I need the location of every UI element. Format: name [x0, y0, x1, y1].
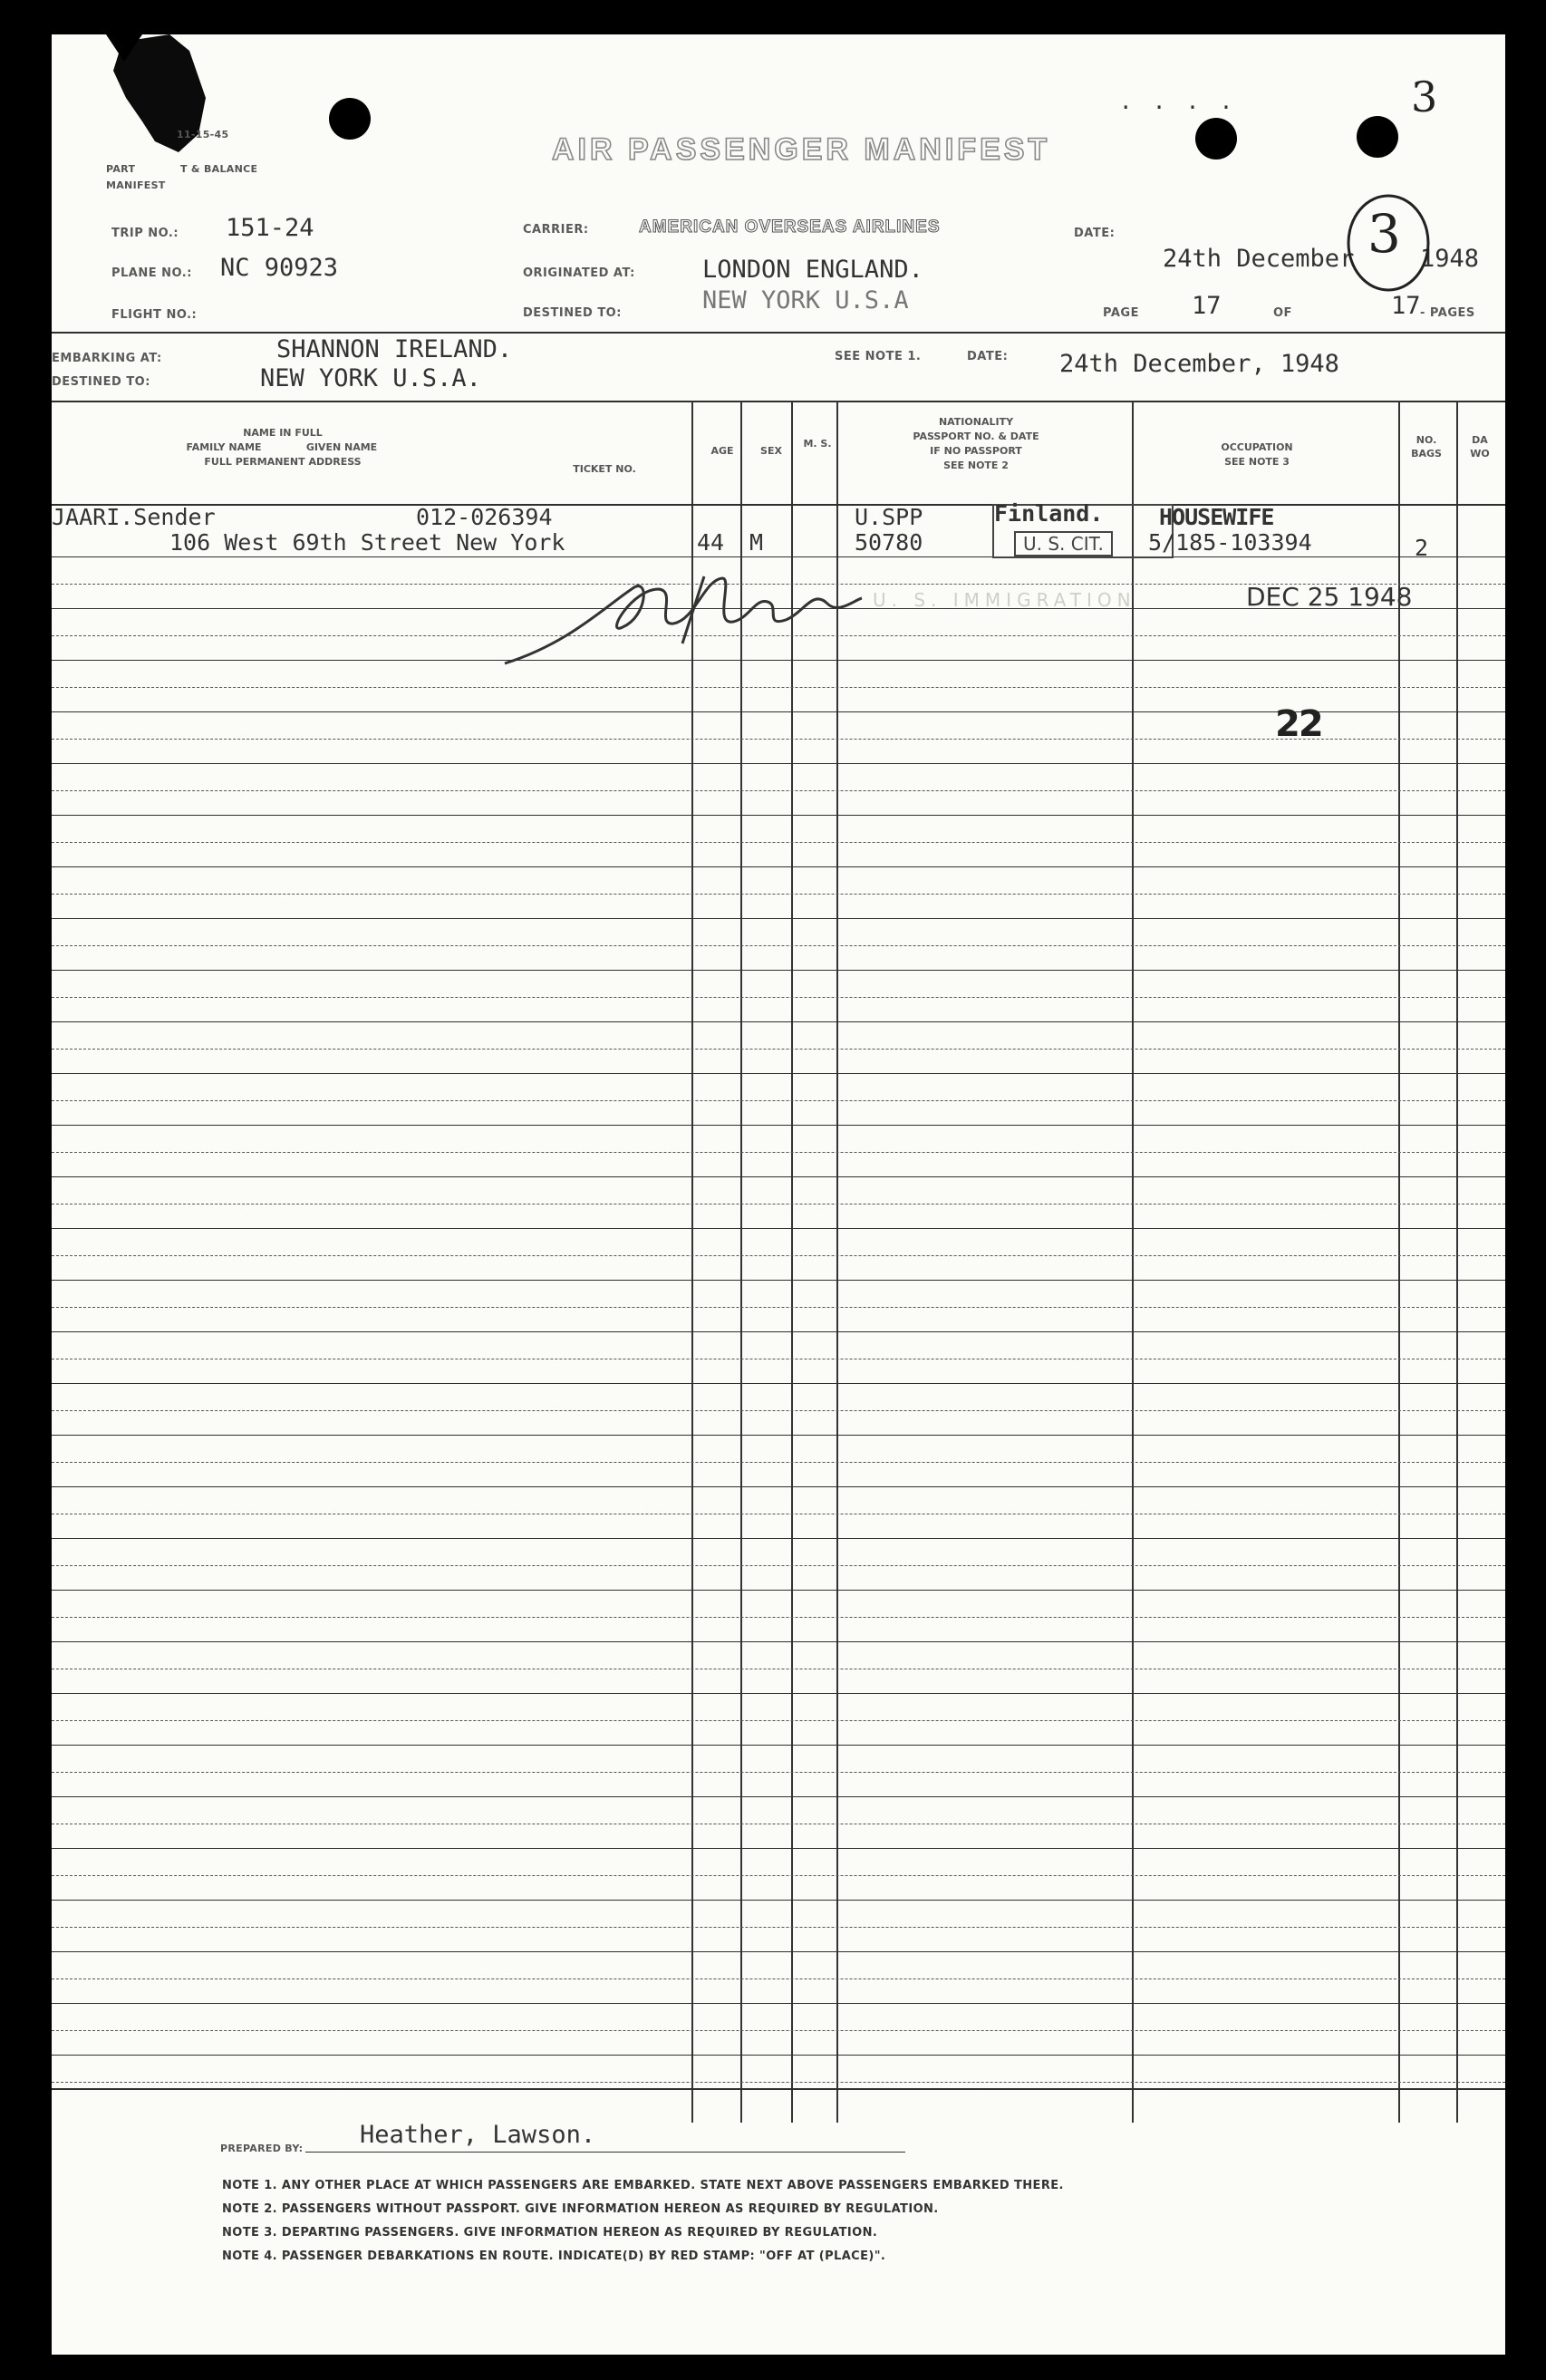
row-rule — [52, 2055, 1505, 2056]
sequence-number-stamp: 22 — [1275, 703, 1322, 745]
header-bottom-border — [52, 504, 1505, 506]
embarking-label: EMBARKING AT: — [52, 352, 162, 365]
passenger-ticket: 012-026394 — [416, 504, 553, 530]
signature-handwritten — [496, 553, 876, 680]
row-rule — [52, 1435, 1505, 1436]
row-rule — [52, 1900, 1505, 1901]
trip-no-value: 151-24 — [226, 214, 314, 242]
row-rule — [52, 1486, 1505, 1487]
row-rule-dashed — [52, 1255, 1505, 1256]
received-date-stamp: DEC 25 1948 — [1246, 582, 1413, 612]
col-name-line1: NAME IN FULL — [243, 427, 323, 439]
embark-destined-value: NEW YORK U.S.A. — [260, 364, 481, 392]
row-rule-dashed — [52, 790, 1505, 791]
prepared-by-line — [305, 2152, 905, 2153]
pages-label: - PAGES — [1420, 306, 1475, 320]
row-rule-dashed — [52, 2082, 1505, 2083]
col-address: FULL PERMANENT ADDRESS — [204, 456, 362, 468]
row-rule — [52, 763, 1505, 764]
date-value: 24th December — [1163, 245, 1355, 273]
col-occupation-line2: SEE NOTE 3 — [1224, 456, 1290, 468]
col-occupation-line1: OCCUPATION — [1221, 441, 1293, 453]
row-rule-dashed — [52, 687, 1505, 688]
passenger-passport: 50780 — [855, 529, 923, 556]
page-label: PAGE — [1103, 306, 1139, 320]
passenger-sex: M — [749, 529, 764, 556]
row-rule-dashed — [52, 1049, 1505, 1050]
table-bottom-border — [52, 2088, 1505, 2090]
note-2: NOTE 2. PASSENGERS WITHOUT PASSPORT. GIVE INFORMATION HEREON AS REQUIRED BY REGULATION. — [222, 2202, 939, 2216]
col-nationality-line3: IF NO PASSPORT — [930, 445, 1022, 457]
plane-no-label: PLANE NO.: — [111, 266, 192, 280]
of-value: 17 — [1391, 292, 1421, 320]
embark-date-value: 24th December, 1948 — [1059, 350, 1339, 378]
page-mark-handwritten: 3 — [1411, 73, 1438, 121]
note-1: NOTE 1. ANY OTHER PLACE AT WHICH PASSENGERS ARE EMBARKED. STATE NEXT ABOVE PASSENGERS EMBARKED THERE. — [222, 2179, 1064, 2192]
row-rule-dashed — [52, 1772, 1505, 1773]
passenger-occupation-code: 5/185-103394 — [1148, 529, 1312, 556]
row-rule — [52, 815, 1505, 816]
row-rule — [52, 1176, 1505, 1177]
punch-hole-center — [1195, 118, 1237, 160]
form-label-part: PART — [106, 163, 136, 175]
col-nationality-line4: SEE NOTE 2 — [943, 460, 1009, 471]
note-4: NOTE 4. PASSENGER DEBARKATIONS EN ROUTE. INDICATE(D) BY RED STAMP: "OFF AT (PLACE)". — [222, 2249, 886, 2263]
plane-no-value: NC 90923 — [220, 254, 339, 282]
row-rule — [52, 1745, 1505, 1746]
row-rule-dashed — [52, 1617, 1505, 1618]
form-label-balance: T & BALANCE — [180, 163, 258, 175]
row-rule — [52, 1951, 1505, 1952]
col-divider-bags — [1398, 401, 1400, 2123]
row-rule-dashed — [52, 997, 1505, 998]
prepared-by-value: Heather, Lawson. — [360, 2121, 596, 2149]
passenger-address: 106 West 69th Street New York — [169, 529, 565, 556]
punch-hole-left — [329, 98, 371, 140]
ink-blot-corner — [106, 34, 251, 170]
manifest-title: AIR PASSENGER MANIFEST — [552, 132, 1051, 167]
passenger-nationality: U.SPP — [855, 504, 923, 530]
row-rule — [52, 1848, 1505, 1849]
row-rule — [52, 1641, 1505, 1642]
row-rule — [52, 1693, 1505, 1694]
row-rule — [52, 1228, 1505, 1229]
row-rule-dashed — [52, 842, 1505, 843]
row-rule-dashed — [52, 1152, 1505, 1153]
carrier-label: CARRIER: — [523, 223, 589, 237]
circled-number: 3 — [1367, 203, 1401, 265]
col-divider-extra — [1456, 401, 1458, 2123]
col-nationality-line1: NATIONALITY — [938, 416, 1014, 428]
note-3: NOTE 3. DEPARTING PASSENGERS. GIVE INFORMATION HEREON AS REQUIRED BY REGULATION. — [222, 2226, 878, 2240]
of-label: OF — [1273, 306, 1292, 320]
row-rule — [52, 1073, 1505, 1074]
row-rule-dashed — [52, 1978, 1505, 1979]
originated-label: ORIGINATED AT: — [523, 266, 635, 280]
destined-label: DESTINED TO: — [523, 306, 622, 320]
col-family-name: FAMILY NAME — [186, 441, 262, 453]
col-ticket: TICKET NO. — [573, 463, 636, 475]
row-rule — [52, 1590, 1505, 1591]
row-rule — [52, 1538, 1505, 1539]
row-rule — [52, 1383, 1505, 1384]
row-rule — [52, 866, 1505, 867]
embark-destined-label: DESTINED TO: — [52, 375, 150, 389]
passenger-bags: 2 — [1415, 535, 1429, 561]
row-rule — [52, 918, 1505, 919]
row-rule-dashed — [52, 1927, 1505, 1928]
punch-hole-right — [1357, 116, 1398, 158]
row-rule-dashed — [52, 2030, 1505, 2031]
row-rule-dashed — [52, 945, 1505, 946]
passenger-occupation: HOUSEWIFE — [1159, 504, 1274, 530]
row-rule-dashed — [52, 1565, 1505, 1566]
top-dots: . . . . — [1119, 89, 1237, 114]
col-extra: DA WO — [1470, 434, 1490, 460]
passenger-name: JAARI.Sender — [52, 504, 216, 530]
row-rule — [52, 1125, 1505, 1126]
row-rule-dashed — [52, 1462, 1505, 1463]
row-rule-dashed — [52, 1100, 1505, 1101]
passenger-age: 44 — [697, 529, 725, 556]
faint-stamp-text: U. S. IMMIGRATION — [873, 589, 1136, 611]
row-rule-dashed — [52, 1204, 1505, 1205]
carrier-value: AMERICAN OVERSEAS AIRLINES — [639, 218, 941, 237]
destined-value: NEW YORK U.S.A — [702, 286, 909, 314]
col-divider-occupation — [1132, 401, 1134, 2123]
row-rule-dashed — [52, 1307, 1505, 1308]
row-rule-dashed — [52, 1720, 1505, 1721]
date-label: DATE: — [1074, 227, 1116, 240]
flight-no-label: FLIGHT NO.: — [111, 308, 198, 322]
col-given-name: GIVEN NAME — [305, 441, 378, 453]
table-top-border — [52, 401, 1505, 402]
embarking-value: SHANNON IRELAND. — [276, 335, 513, 363]
form-label-manifest: MANIFEST — [106, 179, 166, 191]
date-year: 1948 — [1420, 245, 1480, 273]
embark-date-label: DATE: — [967, 350, 1009, 363]
col-age: AGE — [710, 445, 734, 457]
row-rule — [52, 1021, 1505, 1022]
stamp-citizen: U. S. CIT. — [1014, 531, 1113, 556]
row-rule — [52, 2003, 1505, 2004]
col-nationality-line2: PASSPORT NO. & DATE — [913, 431, 1039, 442]
col-ms: M. S. — [803, 438, 832, 450]
form-date: 11-15-45 — [177, 129, 229, 140]
row-rule — [52, 1796, 1505, 1797]
see-note-1-label: SEE NOTE 1. — [835, 350, 922, 363]
row-rule — [52, 1280, 1505, 1281]
col-bags: NO. BAGS — [1411, 434, 1442, 460]
row-rule-dashed — [52, 1875, 1505, 1876]
manifest-sheet — [52, 34, 1505, 2355]
originated-value: LONDON ENGLAND. — [702, 256, 923, 284]
prepared-by-label: PREPARED BY: — [220, 2143, 304, 2154]
row-rule — [52, 970, 1505, 971]
col-sex: SEX — [760, 445, 782, 457]
divider-top — [52, 332, 1505, 334]
trip-no-label: TRIP NO.: — [111, 227, 179, 240]
row-rule-dashed — [52, 1410, 1505, 1411]
stamp-country: Finland. — [994, 500, 1104, 527]
page-value: 17 — [1192, 292, 1222, 320]
row-rule — [52, 1331, 1505, 1332]
row-rule-dashed — [52, 894, 1505, 895]
